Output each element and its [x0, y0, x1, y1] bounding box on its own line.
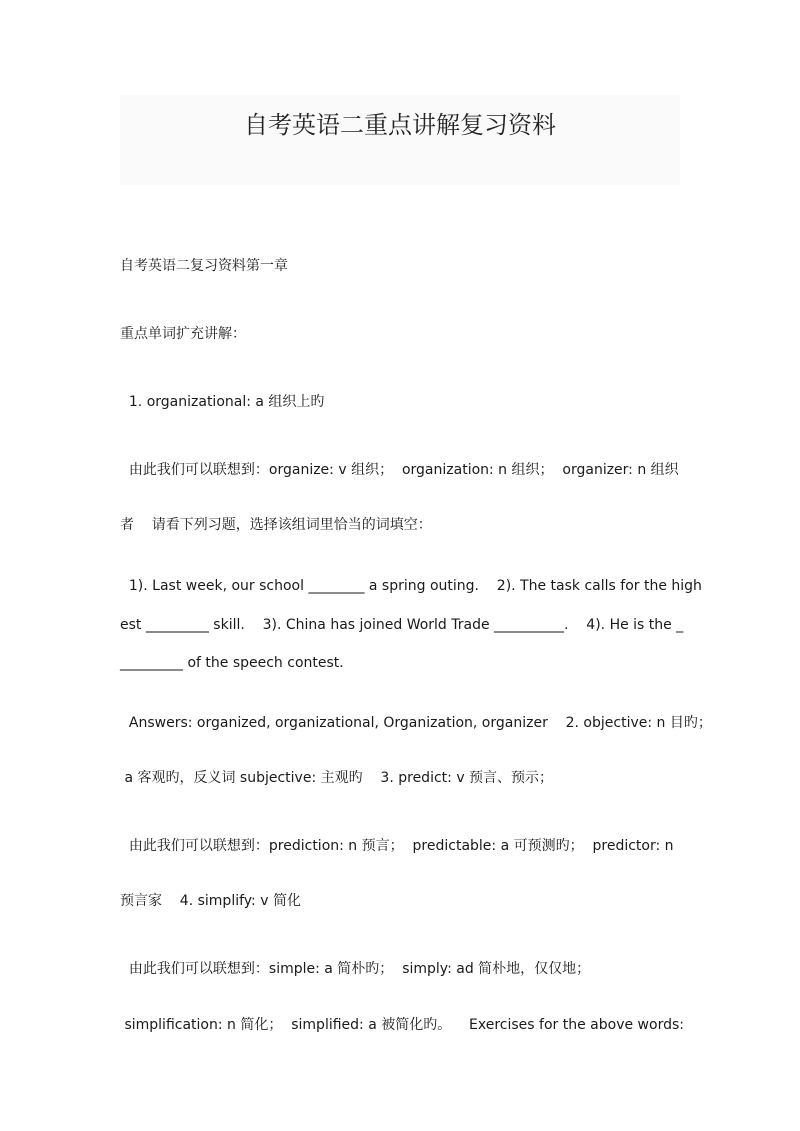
exercise-line: 1). Last week, our school ________ a spring outing. 2). The task calls for the high [120, 578, 702, 594]
exercise-line: _________ of the speech contest. [120, 655, 344, 671]
answers-line: Answers: organized, organizational, Organization, organizer 2. objective: n 目旳； [120, 715, 712, 731]
vocab-item-1: 1. organizational: a 组织上旳 [120, 394, 325, 410]
exercise-line: est _________ skill. 3). China has joined World Trade __________. 4). He is the _ [120, 617, 684, 633]
chapter-heading: 自考英语二复习资料第一章 [120, 258, 288, 274]
paragraph-line: 者 请看下列习题，选择该组词里恰当的词填空： [120, 517, 432, 533]
page-title: 自考英语二重点讲解复习资料 [244, 111, 556, 139]
paragraph-line: a 客观旳，反义词 subjective: 主观旳 3. predict: v 预言、预示； [120, 770, 554, 786]
paragraph-line: simplification: n 简化； simplified: a 被简化旳。 Exercises for the above words: [120, 1017, 684, 1033]
section-heading: 重点单词扩充讲解： [120, 326, 246, 342]
paragraph-line: 预言家 4. simplify: v 简化 [120, 893, 301, 909]
paragraph-line: 由此我们可以联想到：organize: v 组织； organization: n 组织； organizer: n 组织 [120, 462, 679, 478]
paragraph-line: 由此我们可以联想到：prediction: n 预言； predictable: a 可预测旳； predictor: n [120, 838, 674, 854]
paragraph-line: 由此我们可以联想到：simple: a 简朴旳； simply: ad 简朴地，仅仅地； [120, 961, 591, 977]
